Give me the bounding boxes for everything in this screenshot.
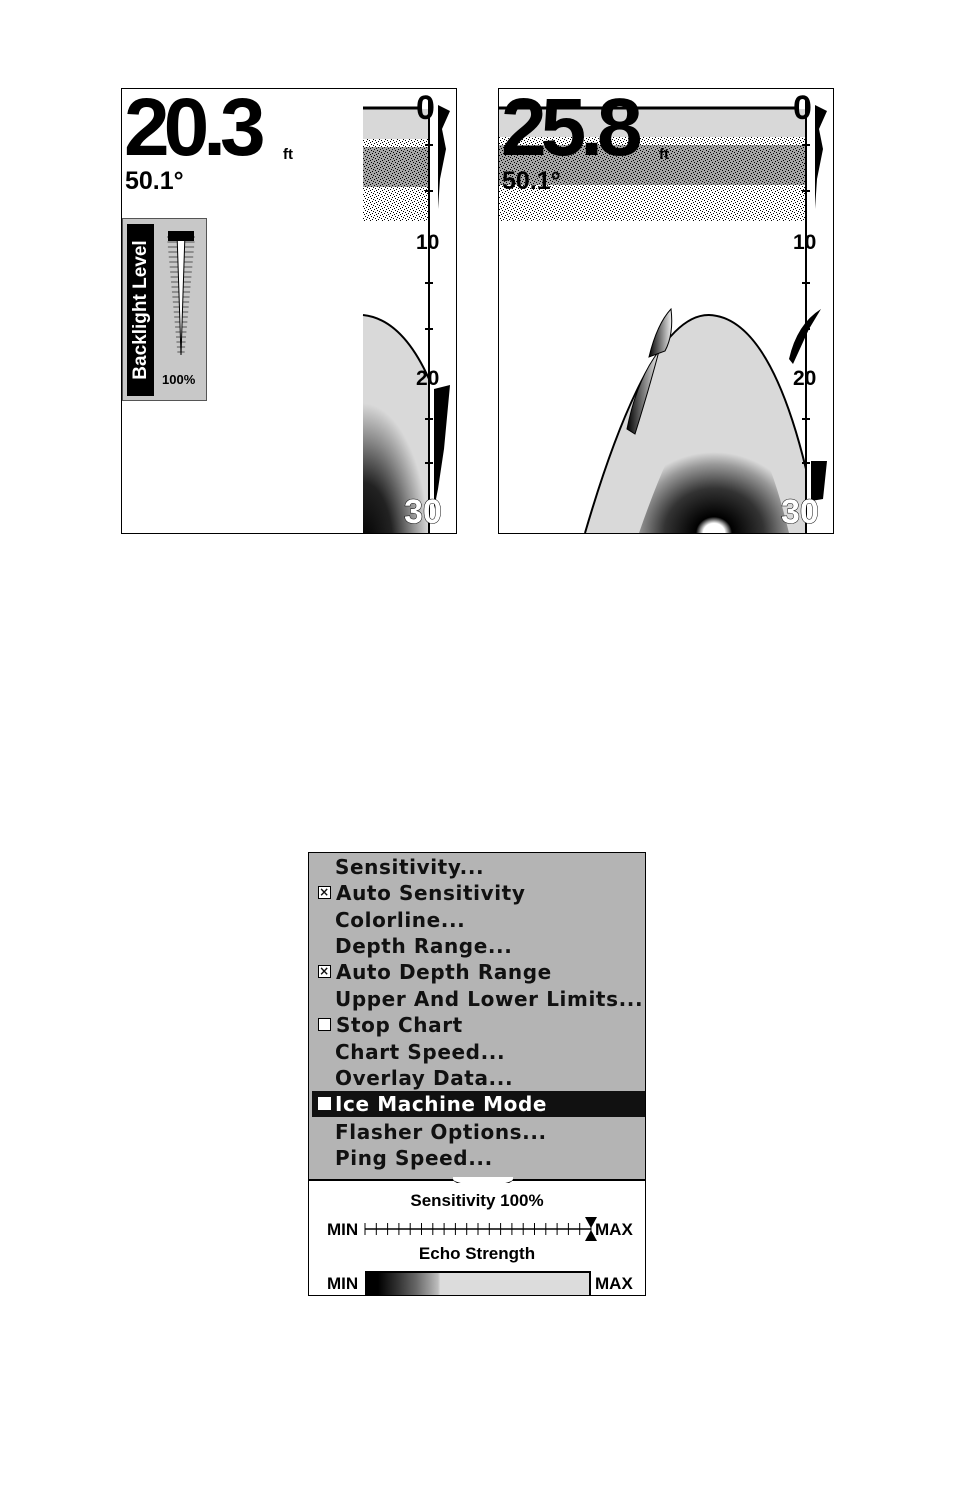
backlight-slider-knob[interactable] [168, 231, 194, 241]
echo-strength-title: Echo Strength [418, 1244, 536, 1263]
temperature-readout: 50.1° [502, 167, 561, 195]
checkbox-unchecked-icon[interactable] [318, 1097, 331, 1110]
scale-label-0: 0 [416, 89, 435, 127]
menu-item-label: Upper And Lower Limits... [335, 987, 644, 1011]
menu-item-label: Auto Sensitivity [336, 881, 526, 905]
sonar-menu-panel [308, 852, 646, 1296]
sonar-screen-right [498, 88, 834, 534]
depth-readout: 25.8 [501, 88, 637, 173]
menu-item[interactable] [309, 907, 645, 933]
sonar-screen-left [121, 88, 457, 534]
temperature-readout: 50.1° [125, 167, 184, 195]
menu-item-label: Stop Chart [336, 1013, 463, 1037]
backlight-value: 100% [162, 372, 196, 387]
menu-item[interactable] [309, 1119, 645, 1145]
backlight-slider[interactable] [159, 225, 203, 365]
flasher-top [815, 105, 827, 209]
menu-item-label: Sensitivity... [335, 855, 485, 879]
menu-list [309, 853, 645, 1181]
flasher-bottom [434, 385, 450, 509]
menu-item[interactable] [309, 880, 645, 906]
menu-item[interactable] [309, 959, 645, 985]
menu-item-label: Colorline... [335, 908, 466, 932]
scale-label-10: 10 [793, 231, 817, 254]
menu-item-label: Auto Depth Range [336, 960, 552, 984]
depth-unit: ft [659, 146, 669, 163]
echo-min-label: MIN [327, 1274, 359, 1293]
backlight-title: Backlight Level [129, 240, 151, 380]
depth-readout: 20.3 [124, 88, 260, 173]
scale-label-10: 10 [416, 231, 440, 254]
menu-item-label: Chart Speed... [335, 1040, 506, 1064]
echo-strength-bar [365, 1271, 591, 1296]
scale-label-20: 20 [793, 367, 817, 390]
scale-label-30: 30 [404, 493, 442, 531]
menu-item[interactable] [309, 1065, 645, 1091]
menu-item-label: Ice Machine Mode [335, 1092, 548, 1116]
sensitivity-scale[interactable] [363, 1217, 599, 1241]
menu-item[interactable] [309, 933, 645, 959]
depth-unit: ft [283, 146, 293, 163]
menu-item[interactable] [309, 854, 645, 880]
menu-item-label: Overlay Data... [335, 1066, 514, 1090]
flasher-top [438, 105, 450, 209]
sensitivity-max-label: MAX [595, 1220, 633, 1239]
sensitivity-title: Sensitivity 100% [410, 1191, 544, 1210]
menu-item[interactable] [309, 1145, 645, 1171]
menu-item[interactable] [309, 986, 645, 1012]
menu-item[interactable] [312, 1091, 645, 1117]
checkbox-unchecked-icon[interactable] [318, 1018, 331, 1031]
checkbox-checked-icon[interactable]: × [319, 964, 330, 978]
scale-label-30: 30 [781, 493, 819, 531]
menu-item[interactable] [309, 1012, 645, 1038]
echo-max-label: MAX [595, 1274, 633, 1293]
checkbox-checked-icon[interactable]: × [319, 885, 330, 899]
sensitivity-panel [309, 1183, 645, 1295]
scale-label-20: 20 [416, 367, 440, 390]
menu-item-label: Ping Speed... [335, 1146, 493, 1170]
sensitivity-min-label: MIN [327, 1220, 359, 1239]
backlight-popup [122, 218, 207, 401]
menu-item-label: Depth Range... [335, 934, 513, 958]
scale-label-0: 0 [793, 89, 812, 127]
backlight-title-bar [127, 224, 154, 396]
menu-item[interactable] [309, 1039, 645, 1065]
menu-item-label: Flasher Options... [335, 1120, 547, 1144]
